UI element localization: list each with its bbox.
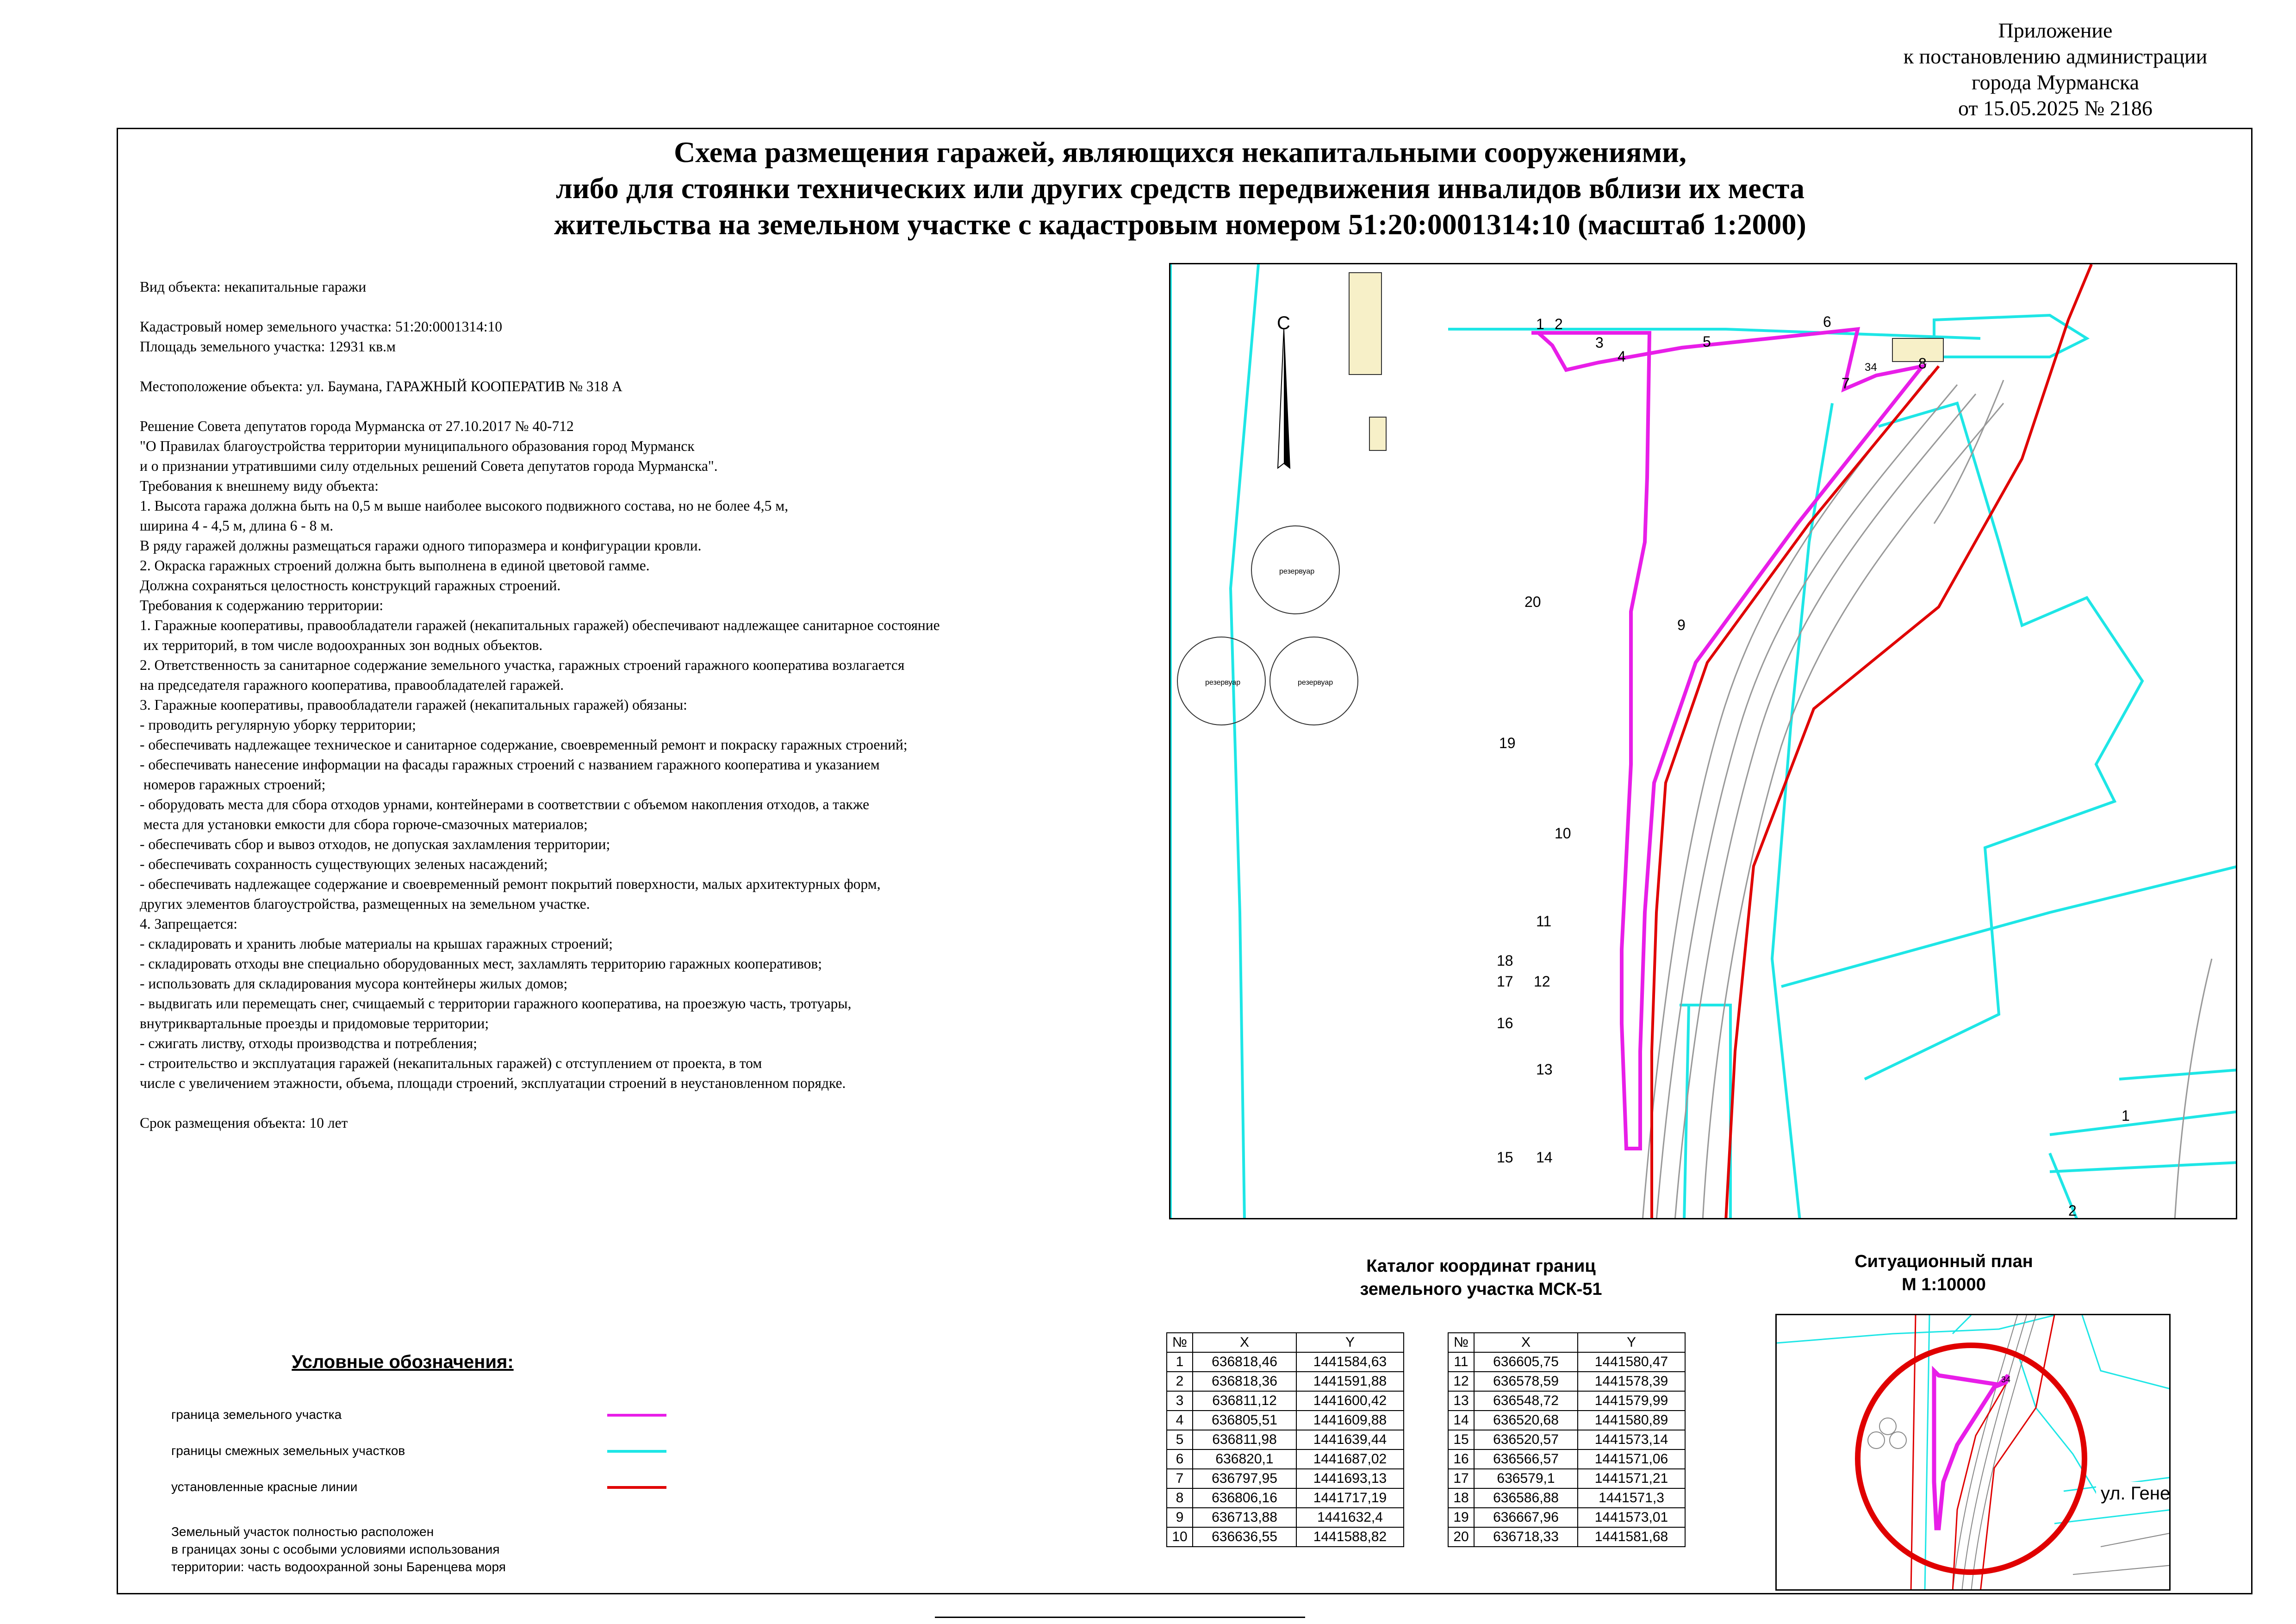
site-map xyxy=(1169,263,2237,1219)
adjacent-boundary xyxy=(1448,329,1980,338)
map-label: 34 xyxy=(1865,361,1877,374)
adjacent-boundary xyxy=(1231,264,1258,1219)
point-number-cell: 19 xyxy=(1448,1508,1474,1527)
description-line: и о признании утратившими силу отдельных решений Совета депутатов города Мурманска". xyxy=(140,458,718,474)
table-row xyxy=(1448,1508,1685,1527)
point-label: 4 xyxy=(1618,348,1626,365)
point-label: 16 xyxy=(1497,1015,1513,1031)
x-coordinate-cell: 636713,88 xyxy=(1193,1508,1296,1527)
adjacent-boundary xyxy=(1684,1005,1689,1219)
point-label: 18 xyxy=(1497,952,1513,969)
situation-road xyxy=(2101,1533,2171,1547)
legend-item-label: границы смежных земельных участков xyxy=(171,1443,405,1458)
table-row xyxy=(1448,1391,1685,1411)
situation-tank xyxy=(1890,1432,1906,1449)
situation-tank xyxy=(1879,1418,1896,1435)
north-label: С xyxy=(1277,313,1290,333)
situation-boundary xyxy=(2082,1315,2171,1389)
column-header-number: № xyxy=(1448,1333,1474,1352)
y-coordinate-cell: 1441687,02 xyxy=(1296,1449,1404,1469)
column-header-y: Y xyxy=(1296,1333,1404,1352)
description-line: Площадь земельного участка: 12931 кв.м xyxy=(140,338,396,355)
street-label: ул. Гене xyxy=(2101,1483,2171,1504)
x-coordinate-cell: 636520,57 xyxy=(1474,1430,1578,1449)
description-line: их территорий, в том числе водоохранных зон водных объектов. xyxy=(140,637,543,653)
description-line: - складировать отходы вне специально оборудованных мест, захламлять территорию гаражных кооперативов; xyxy=(140,956,822,972)
y-coordinate-cell: 1441573,14 xyxy=(1578,1430,1685,1449)
title-line: либо для стоянки технических или других средств передвижения инвалидов вблизи их места xyxy=(555,172,1805,205)
description-line: - обеспечивать надлежащее содержание и своевременный ремонт покрытий поверхности, малых архитектурных форм, xyxy=(140,876,881,892)
y-coordinate-cell: 1441600,42 xyxy=(1296,1391,1404,1411)
table-header-row xyxy=(1167,1333,1404,1352)
description-line: - выдвигать или перемещать снег, счищаемый с территории гаражного кооператива, на проезжую часть, тротуары, xyxy=(140,995,852,1012)
table-row xyxy=(1167,1449,1404,1469)
x-coordinate-cell: 636797,95 xyxy=(1193,1469,1296,1488)
adjacent-parcels xyxy=(1170,264,2237,1219)
adjacent-boundary xyxy=(1781,866,2237,987)
x-coordinate-cell: 636636,55 xyxy=(1193,1527,1296,1547)
x-coordinate-cell: 636579,1 xyxy=(1474,1469,1578,1488)
description-line: - обеспечивать сохранность существующих зеленых насаждений; xyxy=(140,856,548,872)
description-line: - складировать и хранить любые материалы на крышах гаражных строений; xyxy=(140,936,613,952)
table-row xyxy=(1167,1352,1404,1372)
road-line xyxy=(1703,403,2004,1219)
description-line: 1. Высота гаража должна быть на 0,5 м выше наиболее высокого подвижного состава, но не более 4,5 м, xyxy=(140,498,789,514)
description-line: внутриквартальные проезды и придомовые территории; xyxy=(140,1015,489,1031)
description-line: - обеспечивать сбор и вывоз отходов, не допуская захламления территории; xyxy=(140,836,610,852)
table-row xyxy=(1167,1469,1404,1488)
table-row xyxy=(1167,1527,1404,1547)
appendix-line: города Мурманска xyxy=(1971,70,2140,94)
description-line: - строительство и эксплуатация гаражей (некапитальных гаражей) с отступлением от проекта, в том xyxy=(140,1055,762,1071)
catalog-title xyxy=(1250,1255,1712,1301)
table-header-row xyxy=(1448,1333,1685,1352)
building xyxy=(1349,273,1381,375)
point-label: 7 xyxy=(1842,375,1850,392)
situation-tanks xyxy=(1868,1418,1906,1449)
y-coordinate-cell: 1441588,82 xyxy=(1296,1527,1404,1547)
table-row xyxy=(1448,1449,1685,1469)
description-line: Требования к внешнему виду объекта: xyxy=(140,478,379,494)
x-coordinate-cell: 636586,88 xyxy=(1474,1488,1578,1508)
point-label: 3 xyxy=(1595,334,1604,351)
table-row xyxy=(1448,1372,1685,1391)
x-coordinate-cell: 636605,75 xyxy=(1474,1352,1578,1372)
description-line: Срок размещения объекта: 10 лет xyxy=(140,1115,348,1131)
appendix-line: от 15.05.2025 № 2186 xyxy=(1958,96,2153,120)
x-coordinate-cell: 636566,57 xyxy=(1474,1449,1578,1469)
x-coordinate-cell: 636818,36 xyxy=(1193,1372,1296,1391)
description-line: Вид объекта: некапитальные гаражи xyxy=(140,279,367,295)
table-row xyxy=(1448,1411,1685,1430)
y-coordinate-cell: 1441571,06 xyxy=(1578,1449,1685,1469)
reservoirs xyxy=(1177,526,1358,725)
table-row xyxy=(1448,1430,1685,1449)
legend-note-line: Земельный участок полностью расположен xyxy=(171,1524,434,1539)
column-header-x: X xyxy=(1193,1333,1296,1352)
appendix-header xyxy=(1866,18,2245,121)
reservoir-label: резервуар xyxy=(1298,679,1333,687)
situation-adjacent xyxy=(1777,1315,2171,1591)
adjacent-boundary xyxy=(2050,1162,2237,1172)
column-header-number: № xyxy=(1167,1333,1193,1352)
adjacent-boundary xyxy=(1865,403,2142,1079)
description-line: 2. Окраска гаражных строений должна быть выполнена в единой цветовой гамме. xyxy=(140,557,650,574)
legend-title: Условные обозначения: xyxy=(292,1352,514,1372)
legend-adjacent-line xyxy=(607,1450,666,1453)
x-coordinate-cell: 636805,51 xyxy=(1193,1411,1296,1430)
table-body xyxy=(1167,1352,1404,1547)
x-coordinate-cell: 636811,98 xyxy=(1193,1430,1296,1449)
footer-rule xyxy=(935,1617,1305,1618)
description-line: - проводить регулярную уборку территории; xyxy=(140,717,416,733)
point-label: 8 xyxy=(1918,355,1927,372)
legend-note-line: в границах зоны с особыми условиями использования xyxy=(171,1542,500,1556)
building xyxy=(1892,338,1943,362)
legend-item-label: установленные красные линии xyxy=(171,1480,358,1494)
y-coordinate-cell: 1441580,89 xyxy=(1578,1411,1685,1430)
description-line: на председателя гаражного кооператива, правообладателей гаражей. xyxy=(140,677,564,693)
point-label: 1 xyxy=(1536,316,1544,332)
title-line: жительства на земельном участке с кадастровым номером 51:20:0001314:10 (масштаб 1:2000) xyxy=(554,208,1806,241)
point-number-cell: 15 xyxy=(1448,1430,1474,1449)
point-label: 9 xyxy=(1677,617,1686,633)
point-number-cell: 20 xyxy=(1448,1527,1474,1547)
situation-title-line: М 1:10000 xyxy=(1902,1275,1986,1294)
description-line xyxy=(140,1093,1158,1113)
description-line: 2. Ответственность за санитарное содержание земельного участка, гаражных строений гаражного кооператива возлагается xyxy=(140,657,905,673)
point-number-cell: 12 xyxy=(1448,1372,1474,1391)
point-number-cell: 13 xyxy=(1448,1391,1474,1411)
point-number-cell: 16 xyxy=(1448,1449,1474,1469)
document-title xyxy=(324,134,2036,243)
table-row xyxy=(1167,1488,1404,1508)
point-label: 13 xyxy=(1536,1061,1553,1078)
y-coordinate-cell: 1441579,99 xyxy=(1578,1391,1685,1411)
table-row xyxy=(1448,1352,1685,1372)
appendix-line: к постановлению администрации xyxy=(1903,44,2208,68)
x-coordinate-cell: 636548,72 xyxy=(1474,1391,1578,1411)
situation-road xyxy=(2073,1565,2171,1574)
description-line xyxy=(140,396,1158,416)
table-row xyxy=(1448,1469,1685,1488)
red-line xyxy=(1726,264,2091,1219)
legend-item-label: граница земельного участка xyxy=(171,1407,342,1422)
y-coordinate-cell: 1441581,68 xyxy=(1578,1527,1685,1547)
point-number-cell: 4 xyxy=(1167,1411,1193,1430)
situation-title-line: Ситуационный план xyxy=(1854,1252,2033,1271)
building-number-label: 34 xyxy=(2001,1375,2011,1384)
x-coordinate-cell: 636806,16 xyxy=(1193,1488,1296,1508)
point-label: 15 xyxy=(1497,1149,1513,1166)
point-label: 11 xyxy=(1536,913,1552,930)
column-header-x: X xyxy=(1474,1333,1578,1352)
site-map-drawing xyxy=(1170,264,2237,1219)
object-description xyxy=(140,277,1158,1133)
road-lines xyxy=(1643,375,2212,1219)
y-coordinate-cell: 1441693,13 xyxy=(1296,1469,1404,1488)
appendix-line: Приложение xyxy=(1998,19,2113,42)
point-label: 2 xyxy=(1555,316,1563,332)
description-line: - использовать для складирования мусора контейнеры жилых домов; xyxy=(140,975,568,992)
point-label: 10 xyxy=(1555,825,1571,842)
adjacent-boundary xyxy=(1772,403,1832,1219)
point-number-cell: 7 xyxy=(1167,1469,1193,1488)
x-coordinate-cell: 636520,68 xyxy=(1474,1411,1578,1430)
table-row xyxy=(1167,1508,1404,1527)
description-line: - обеспечивать надлежащее техническое и санитарное содержание, своевременный ремонт и покраску гаражных строений; xyxy=(140,737,908,753)
description-line: 3. Гаражные кооперативы, правообладатели гаражей (некапитальных гаражей) обязаны: xyxy=(140,697,687,713)
table-row xyxy=(1167,1430,1404,1449)
table-body xyxy=(1448,1352,1685,1547)
x-coordinate-cell: 636578,59 xyxy=(1474,1372,1578,1391)
description-line: других элементов благоустройства, размещенных на земельном участке. xyxy=(140,896,590,912)
table-row xyxy=(1448,1488,1685,1508)
building xyxy=(1369,417,1386,450)
point-number-cell: 8 xyxy=(1167,1488,1193,1508)
description-line xyxy=(140,356,1158,376)
description-line: Должна сохраняться целостность конструкций гаражных строений. xyxy=(140,577,561,593)
y-coordinate-cell: 1441584,63 xyxy=(1296,1352,1404,1372)
description-line: числе с увеличением этажности, объема, площади строений, эксплуатации строений в неустановленном порядке. xyxy=(140,1075,846,1091)
x-coordinate-cell: 636820,1 xyxy=(1193,1449,1296,1469)
x-coordinate-cell: 636811,12 xyxy=(1193,1391,1296,1411)
description-line: Требования к содержанию территории: xyxy=(140,597,384,613)
point-number-cell: 18 xyxy=(1448,1488,1474,1508)
column-header-y: Y xyxy=(1578,1333,1685,1352)
situation-boundary xyxy=(2054,1510,2171,1591)
point-number-cell: 6 xyxy=(1167,1449,1193,1469)
road-line xyxy=(1675,394,1976,1219)
situation-plan-title xyxy=(1782,1250,2106,1296)
x-coordinate-cell: 636718,33 xyxy=(1474,1527,1578,1547)
point-number-cell: 1 xyxy=(1167,1352,1193,1372)
y-coordinate-cell: 1441632,4 xyxy=(1296,1508,1404,1527)
title-line: Схема размещения гаражей, являющихся некапитальными сооружениями, xyxy=(674,136,1686,169)
description-line: - сжигать листву, отходы производства и потребления; xyxy=(140,1035,478,1051)
point-number-cell: 9 xyxy=(1167,1508,1193,1527)
reservoir-label: резервуар xyxy=(1205,679,1241,687)
adjacent-boundary xyxy=(2050,1112,2237,1135)
red-line xyxy=(1652,366,1939,1219)
point-number-cell: 14 xyxy=(1448,1411,1474,1430)
description-line: В ряду гаражей должны размещаться гаражи одного типоразмера и конфигурации кровли. xyxy=(140,537,702,554)
description-line: Местоположение объекта: ул. Баумана, ГАРАЖНЫЙ КООПЕРАТИВ № 318 А xyxy=(140,378,622,394)
description-line: Решение Совета депутатов города Мурманска от 27.10.2017 № 40-712 xyxy=(140,418,574,434)
north-arrow xyxy=(1277,313,1290,468)
y-coordinate-cell: 1441571,21 xyxy=(1578,1469,1685,1488)
parcel-boundary xyxy=(1531,329,1923,1149)
y-coordinate-cell: 1441609,88 xyxy=(1296,1411,1404,1430)
parcel-polygon xyxy=(1531,329,1923,1149)
point-label: 20 xyxy=(1524,593,1541,610)
point-label: 14 xyxy=(1536,1149,1553,1166)
point-label: 17 xyxy=(1497,973,1513,990)
table-row xyxy=(1448,1527,1685,1547)
adjacent-boundary xyxy=(2119,1070,2237,1079)
situation-tank xyxy=(1868,1432,1885,1449)
description-line: 4. Запрещается: xyxy=(140,916,238,932)
table-row xyxy=(1167,1391,1404,1411)
description-line: - оборудовать места для сбора отходов урнами, контейнерами в соответствии с объемом накопления отходов, а также xyxy=(140,796,870,812)
map-label: 1 xyxy=(2122,1107,2130,1124)
point-label: 6 xyxy=(1823,313,1831,330)
y-coordinate-cell: 1441571,3 xyxy=(1578,1488,1685,1508)
y-coordinate-cell: 1441591,88 xyxy=(1296,1372,1404,1391)
legend-red-line xyxy=(607,1486,666,1489)
point-labels xyxy=(1497,313,2130,1219)
situation-boundary xyxy=(2017,1352,2101,1500)
situation-red-line xyxy=(1911,1315,1916,1591)
y-coordinate-cell: 1441580,47 xyxy=(1578,1352,1685,1372)
situation-plan-drawing xyxy=(1777,1315,2171,1591)
situation-parcel xyxy=(1934,1371,2011,1528)
point-label: 12 xyxy=(1534,973,1550,990)
description-line: Кадастровый номер земельного участка: 51:20:0001314:10 xyxy=(140,319,503,335)
description-line: номеров гаражных строений; xyxy=(140,776,326,793)
point-number-cell: 17 xyxy=(1448,1469,1474,1488)
point-label: 19 xyxy=(1499,735,1516,751)
y-coordinate-cell: 1441573,01 xyxy=(1578,1508,1685,1527)
description-line: 1. Гаражные кооперативы, правообладатели гаражей (некапитальных гаражей) обеспечивают надлежащее санитарное состояние xyxy=(140,617,940,633)
y-coordinate-cell: 1441717,19 xyxy=(1296,1488,1404,1508)
road-line xyxy=(2175,959,2212,1219)
description-line: - обеспечивать нанесение информации на фасады гаражных строений с названием гаражного кооператива и указанием xyxy=(140,756,880,773)
point-number-cell: 11 xyxy=(1448,1352,1474,1372)
table-row xyxy=(1167,1411,1404,1430)
point-number-cell: 10 xyxy=(1167,1527,1193,1547)
y-coordinate-cell: 1441578,39 xyxy=(1578,1372,1685,1391)
description-line xyxy=(140,297,1158,317)
situation-plan xyxy=(1775,1314,2171,1591)
point-number-cell: 3 xyxy=(1167,1391,1193,1411)
point-number-cell: 2 xyxy=(1167,1372,1193,1391)
point-label: 5 xyxy=(1703,333,1711,350)
legend-parcel-line xyxy=(607,1414,666,1417)
x-coordinate-cell: 636818,46 xyxy=(1193,1352,1296,1372)
point-number-cell: 5 xyxy=(1167,1430,1193,1449)
map-label: 2 xyxy=(2068,1202,2077,1219)
catalog-title-line: Каталог координат границ xyxy=(1366,1256,1596,1276)
y-coordinate-cell: 1441639,44 xyxy=(1296,1430,1404,1449)
catalog-title-line: земельного участка МСК-51 xyxy=(1360,1280,1602,1299)
description-line: места для установки емкости для сбора горюче-смазочных материалов; xyxy=(140,816,588,832)
legend-note xyxy=(171,1523,634,1576)
description-line: ширина 4 - 4,5 м, длина 6 - 8 м. xyxy=(140,518,334,534)
description-line: "О Правилах благоустройства территории муниципального образования город Мурманск xyxy=(140,438,695,454)
legend-note-line: территории: часть водоохранной зоны Баренцева моря xyxy=(171,1560,506,1574)
table-row xyxy=(1167,1372,1404,1391)
reservoir-label: резервуар xyxy=(1279,568,1315,575)
x-coordinate-cell: 636667,96 xyxy=(1474,1508,1578,1527)
coordinates-table-left xyxy=(1166,1332,1404,1547)
coordinates-table-right xyxy=(1448,1332,1686,1547)
